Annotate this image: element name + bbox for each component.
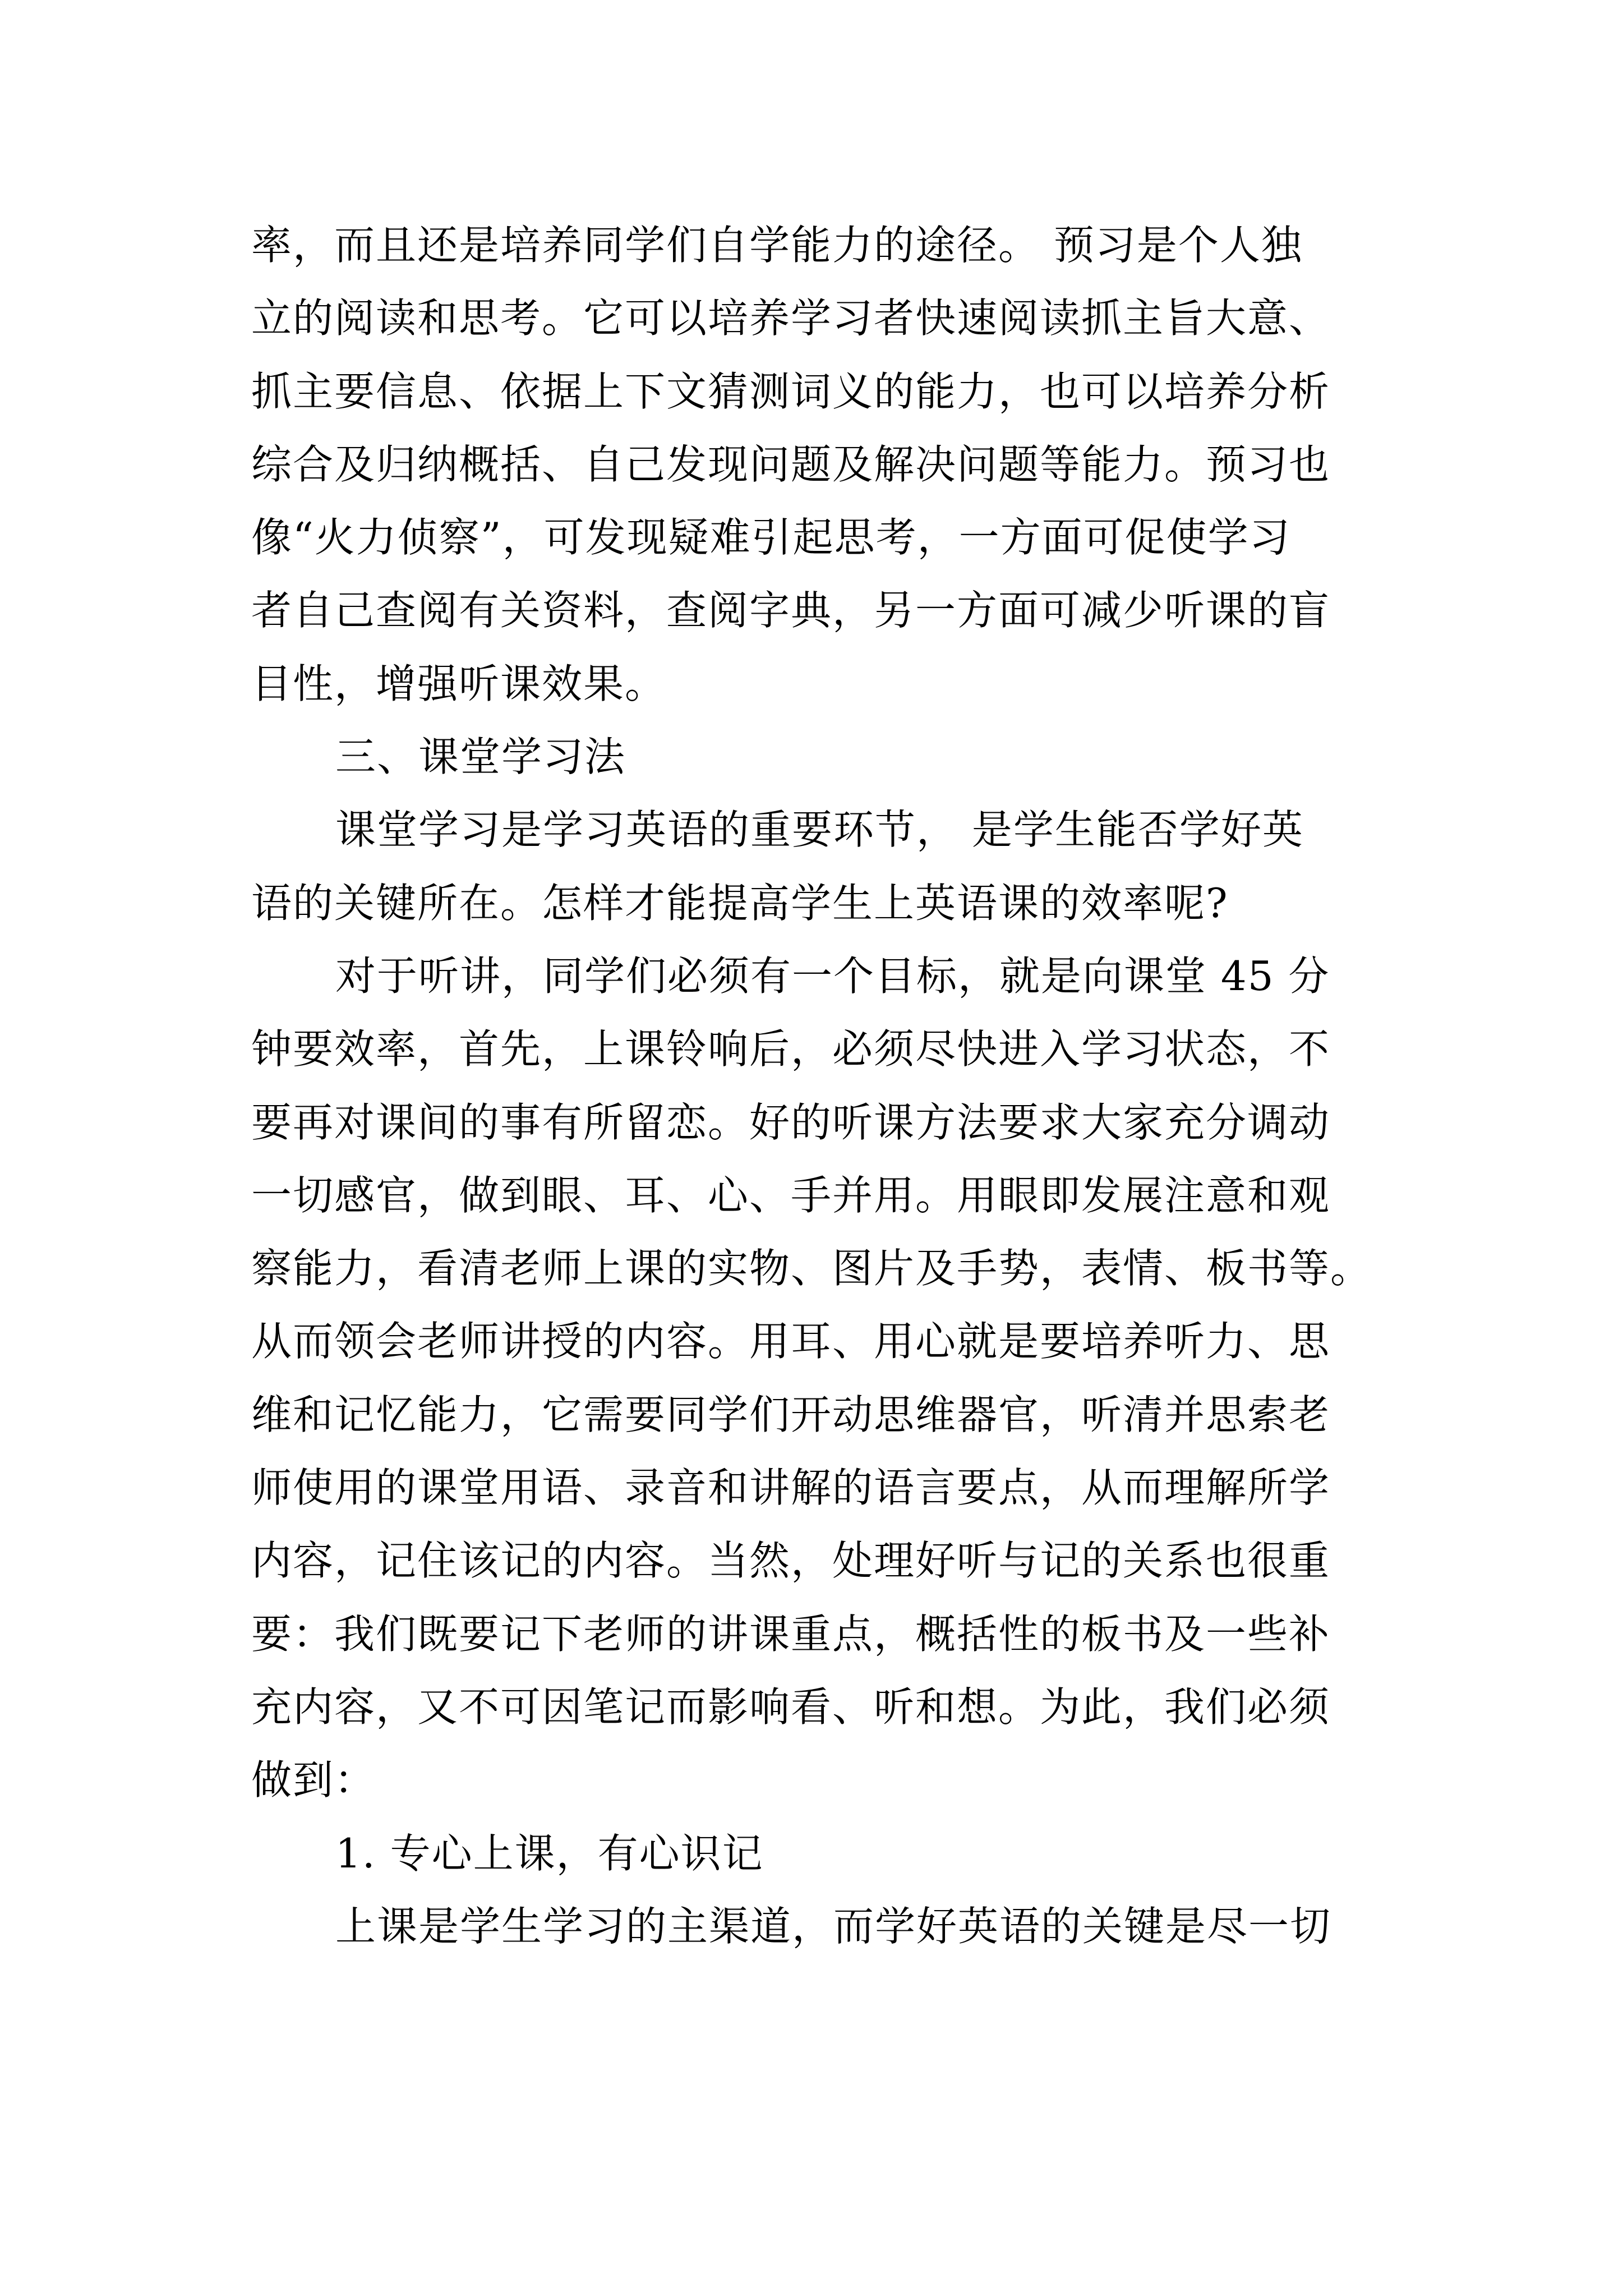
text-line: 上课是学生学习的主渠道，而学好英语的关键是尽一切 — [335, 1902, 1332, 1950]
text-line: 抓主要信息、依据上下文猜测词义的能力，也可以培养分析 — [251, 367, 1331, 415]
text-line: 维和记忆能力，它需要同学们开动思维器官，听清并思索老 — [251, 1391, 1331, 1438]
text-line: 一切感官，做到眼、耳、心、手并用。用眼即发展注意和观 — [251, 1171, 1331, 1219]
text-line: 察能力，看清老师上课的实物、图片及手势，表情、板书等。 — [251, 1245, 1372, 1292]
text-line: 做到： — [251, 1756, 376, 1804]
text-line: 率，而且还是培养同学们自学能力的途径。 预习是个人独 — [251, 222, 1303, 269]
text-line: 师使用的课堂用语、录音和讲解的语言要点，从而理解所学 — [251, 1464, 1331, 1512]
text-line: 综合及归纳概括、自己发现问题及解决问题等能力。预习也 — [251, 440, 1331, 488]
text-line: 目性，增强听课效果。 — [251, 660, 667, 707]
text-line: 钟要效率，首先，上课铃响后，必须尽快进入学习状态，不 — [251, 1025, 1331, 1073]
text-line: 要再对课间的事有所留恋。好的听课方法要求大家充分调动 — [251, 1098, 1331, 1146]
text-line: 对于听讲，同学们必须有一个目标，就是向课堂 45 分 — [335, 952, 1330, 1000]
text-line: 内容，记住该记的内容。当然，处理好听与记的关系也很重 — [251, 1537, 1331, 1585]
text-line: 者自己查阅有关资料，查阅字典，另一方面可减少听课的盲 — [251, 587, 1331, 634]
text-line: 1. 专心上课，有心识记 — [335, 1829, 764, 1877]
text-line: 立的阅读和思考。它可以培养学习者快速阅读抓主旨大意、 — [251, 295, 1331, 342]
text-line: 充内容，又不可因笔记而影响看、听和想。为此，我们必须 — [251, 1683, 1331, 1731]
text-line: 要：我们既要记下老师的讲课重点，概括性的板书及一些补 — [251, 1610, 1331, 1658]
text-line: 语的关键所在。怎样才能提高学生上英语课的效率呢? — [251, 879, 1229, 927]
text-line: 三、课堂学习法 — [335, 733, 626, 781]
body-text — [251, 209, 1407, 1963]
text-line: 像“火力侦察”，可发现疑难引起思考，一方面可促使学习 — [251, 514, 1291, 562]
text-line: 课堂学习是学习英语的重要环节， 是学生能否学好英 — [335, 806, 1304, 854]
text-line: 从而领会老师讲授的内容。用耳、用心就是要培养听力、思 — [251, 1318, 1331, 1365]
